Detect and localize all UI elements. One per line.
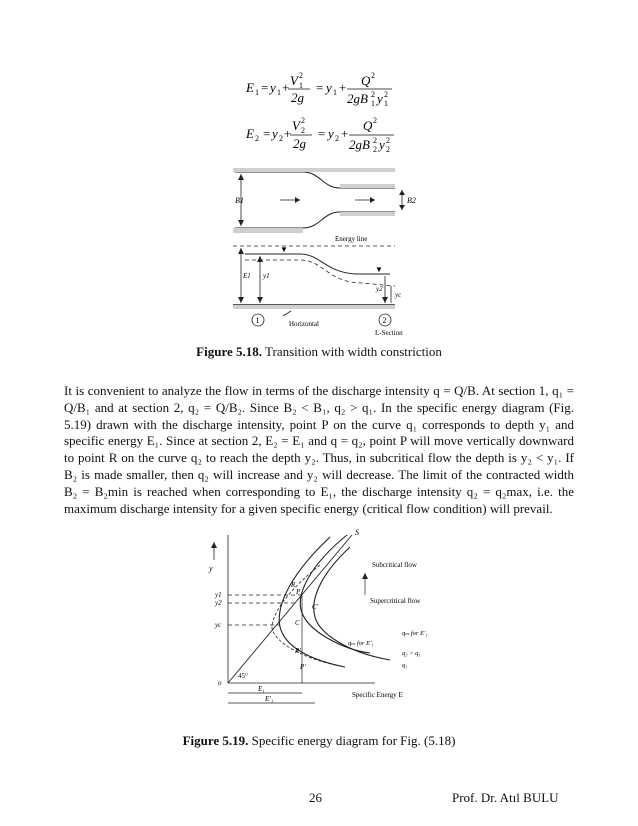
b1-label: B1 [235,196,244,205]
equation-block [244,60,424,155]
specific-energy-label: Specific Energy E [352,691,403,699]
origin-label: o [218,679,222,687]
svg-text:2: 2 [373,116,377,125]
qm-e1-label: qₘ for E'₁ [348,640,374,647]
energy-line-label: Energy line [335,235,368,243]
lsection-label: L-Section [375,329,403,337]
transition-diagram [225,168,425,338]
p-label: P [296,588,301,596]
figure-5-19-caption-text: Specific energy diagram for Fig. (5.18) [248,733,456,748]
svg-text:Q: Q [363,118,373,133]
specific-energy-diagram [200,525,440,710]
svg-text:2: 2 [371,90,375,99]
y2-label: y2 [376,285,383,293]
c-label: C [295,619,300,627]
supercritical-label: Supercritical flow [370,597,421,605]
svg-text:2: 2 [384,90,388,99]
svg-text:V: V [292,118,300,133]
svg-text:y: y [328,126,334,141]
e1p-dim-label: E'₁ [265,695,274,703]
svg-text:2: 2 [299,71,303,80]
svg-text:1: 1 [299,81,303,90]
r-label: R [291,581,296,589]
svg-text:y: y [377,91,383,106]
svg-text:V: V [290,73,298,88]
svg-text:=: = [263,126,271,141]
y2-tick: y2 [215,599,222,607]
svg-text:+: + [284,126,292,141]
svg-text:2: 2 [371,71,375,80]
svg-text:2g: 2g [293,136,306,151]
svg-text:=: = [261,80,269,95]
svg-text:2: 2 [386,136,390,145]
e1-dim-label: E₁ [258,685,265,693]
svg-text:2: 2 [373,145,377,154]
svg-text:y: y [270,80,276,95]
page-number: 26 [309,790,322,805]
svg-text:1: 1 [277,88,281,97]
figure-5-19 [200,525,440,710]
y1-tick: y1 [215,591,222,599]
b2-label: B2 [407,196,416,205]
svg-text:E: E [246,126,254,141]
angle-label: 45° [238,672,248,680]
svg-text:2: 2 [386,145,390,154]
svg-text:2: 2 [335,134,339,143]
figure-5-18 [225,168,425,338]
svg-text:1: 1 [384,99,388,108]
svg-text:2: 2 [255,134,259,143]
svg-text:2: 2 [301,116,305,125]
author-footer: Prof. Dr. Atıl BULU [452,790,559,805]
q2-gt-q1-label: q₂ > q₁ [402,650,421,657]
s-label: S [355,528,359,537]
svg-text:Q: Q [361,73,371,88]
section-1-label: 1 [255,316,260,325]
p-prime-label: P' [300,663,306,671]
figure-5-18-caption [0,344,638,360]
qm-e1p-label: qₘ for E'₁ [402,630,428,637]
svg-text:=: = [316,80,324,95]
section-2-label: 2 [382,316,387,325]
svg-text:▼: ▼ [375,265,383,274]
svg-text:1: 1 [333,88,337,97]
svg-text:=: = [318,126,326,141]
e1-label: E1 [243,272,251,280]
c-prime-label: C' [312,603,319,611]
svg-text:y: y [326,80,332,95]
svg-text:1: 1 [255,88,259,97]
svg-text:▼: ▼ [280,245,288,254]
svg-text:+: + [339,80,347,95]
r-prime-label: R' [295,647,301,655]
svg-text:1: 1 [371,99,375,108]
svg-text:2gB: 2gB [347,91,368,106]
svg-text:y: y [379,137,385,152]
figure-5-18-caption-bold: Figure 5.18. [196,344,262,359]
svg-text:2: 2 [373,136,377,145]
svg-text:2: 2 [301,126,305,135]
y1-label: y1 [263,272,270,280]
figure-5-18-caption-text: Transition with width constriction [262,344,442,359]
svg-text:+: + [282,80,290,95]
svg-text:2: 2 [279,134,283,143]
subcritical-label: Subcritical flow [372,561,417,569]
horizontal-label: Horizontal [289,320,319,328]
y-axis-label: y [209,564,213,573]
equation-svg [244,60,424,155]
body-paragraph: It is convenient to analyze the flow in terms of the discharge intensity q = Q/B. At section 1, q₁ = Q/B₁ and at section 2, q₂ = Q/B₂. Since B₂ < B₁, q₂ > q₁. In the specific energy diagram (Fig. 5.19) drawn with the discharge intensity, point P on the curve q₁ corresponds to depth y₁ and specific energy E₁. Since at section 2, E₂ = E₁ and q = q₂, point P will move vertically downward to point R on the curve q₂ to reach the depth y₂. Thus, in subcritical flow the depth is y₂ < y₁. If B₂ is made smaller, then q₂ will increase and y₂ will decrease. The limit of the contracted width B₂ = B₂min is reached when corresponding to E₁, the discharge intensity q₂ = q₂max, i.e. the maximum discharge intensity for a given specific energy (critical flow condition) will prevail. [64,383,574,516]
svg-text:y: y [272,126,278,141]
yc-tick: yc [215,621,222,629]
q1-label: q₁ [402,662,408,669]
svg-text:2gB: 2gB [349,137,370,152]
svg-text:+: + [341,126,349,141]
yc-label: yc [395,291,402,299]
figure-5-19-caption [0,733,638,749]
svg-text:2g: 2g [291,90,304,105]
figure-5-19-caption-bold: Figure 5.19. [182,733,249,748]
eq1-lhs: E [246,80,254,95]
